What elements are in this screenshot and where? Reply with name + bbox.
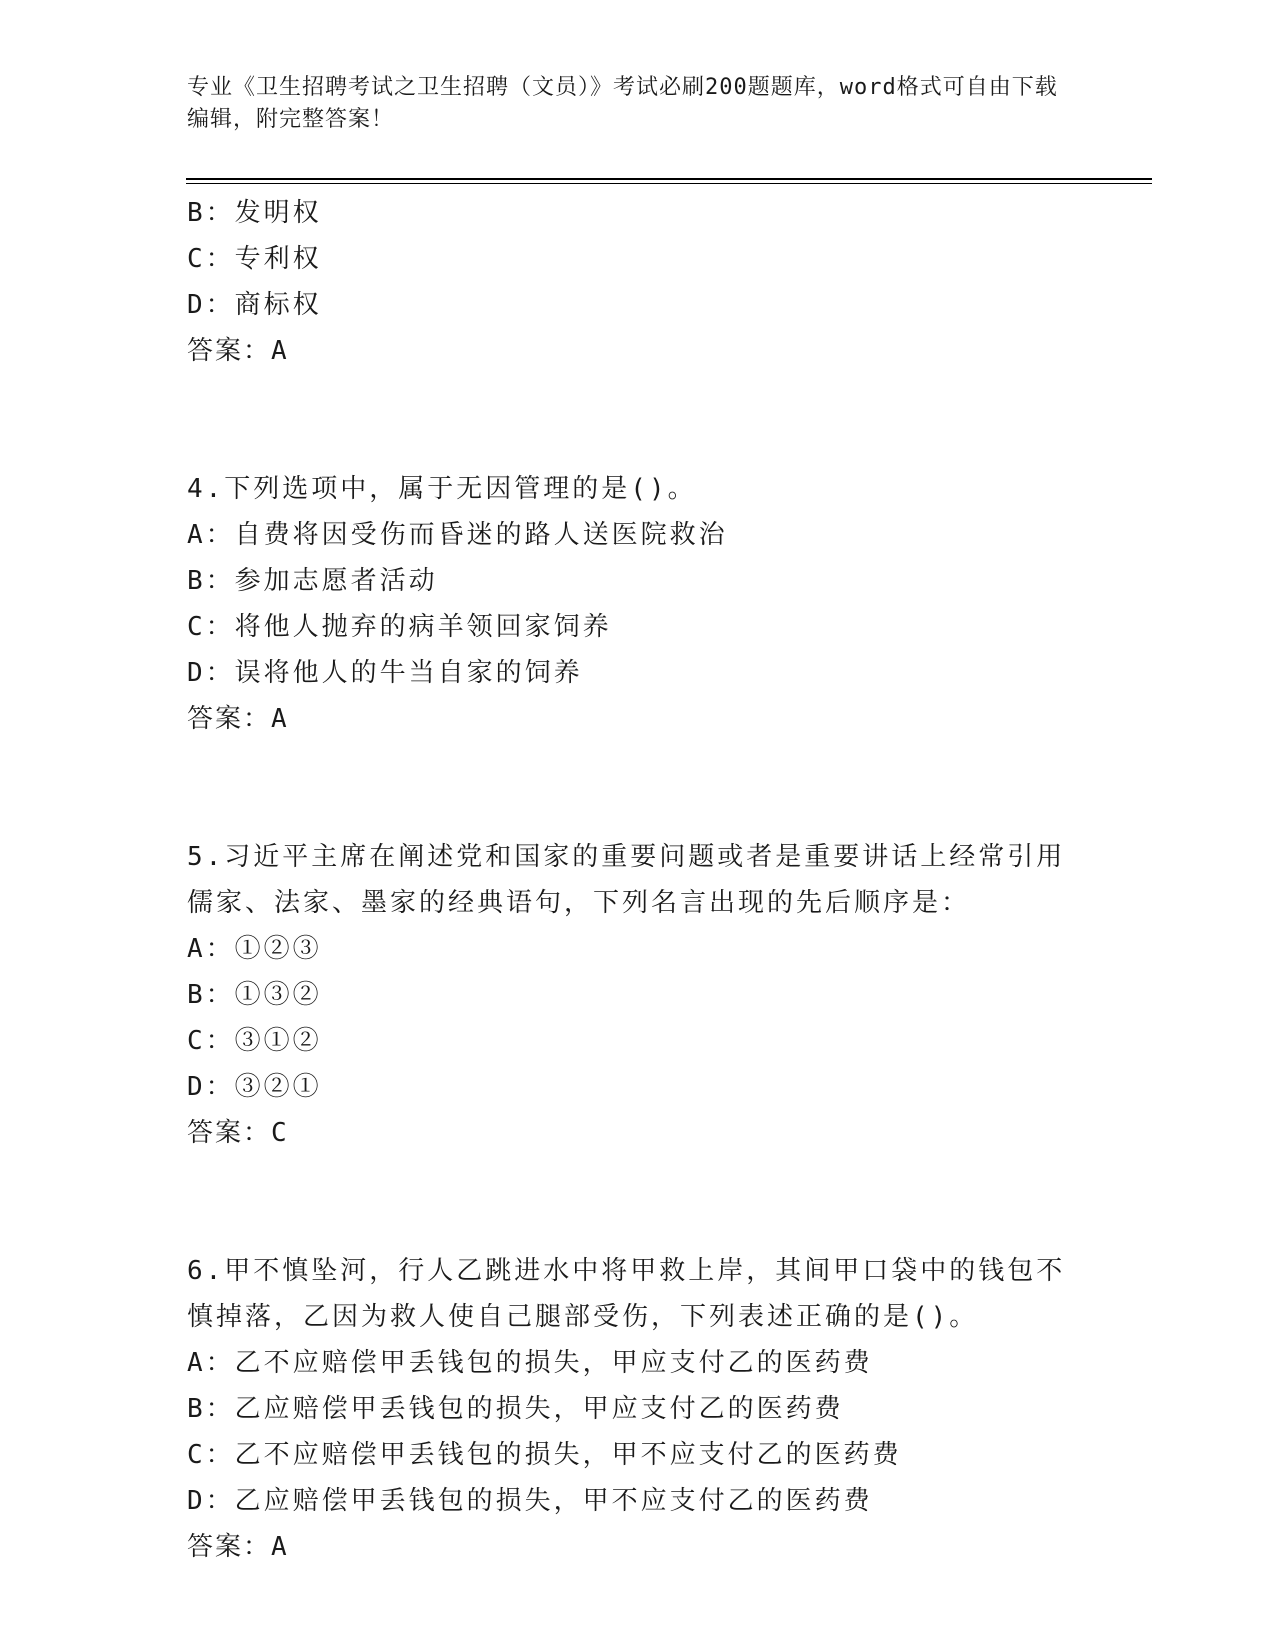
question-6 xyxy=(187,1248,1067,1570)
question-5 xyxy=(187,834,1067,1156)
header-divider-thin xyxy=(186,183,1152,184)
option-b: B：①③② xyxy=(187,980,322,1010)
question-list xyxy=(187,190,1067,1570)
answer-value: C xyxy=(271,1118,289,1148)
option-b: B：乙应赔偿甲丢钱包的损失，甲应支付乙的医药费 xyxy=(187,1394,844,1424)
option-d: D：误将他人的牛当自家的饲养 xyxy=(187,658,583,688)
option-a: A：自费将因受伤而昏迷的路人送医院救治 xyxy=(187,520,728,550)
answer-value: A xyxy=(271,704,289,734)
option-d: D：③②① xyxy=(187,1072,322,1102)
option-d: D：商标权 xyxy=(187,290,322,320)
option-c: C：乙不应赔偿甲丢钱包的损失，甲不应支付乙的医药费 xyxy=(187,1440,902,1470)
answer-label: 答案： xyxy=(187,704,272,734)
option-b: B：参加志愿者活动 xyxy=(187,566,438,596)
answer-line xyxy=(187,1110,1067,1156)
question-stem: 慎掉落，乙因为救人使自己腿部受伤，下列表述正确的是()。 xyxy=(187,1302,979,1332)
question-stem: 6.甲不慎坠河，行人乙跳进水中将甲救上岸，其间甲口袋中的钱包不 xyxy=(187,1256,1066,1286)
option-a: A：乙不应赔偿甲丢钱包的损失，甲应支付乙的医药费 xyxy=(187,1348,873,1378)
answer-line xyxy=(187,328,1067,374)
question-3 xyxy=(187,190,1067,374)
answer-value: A xyxy=(271,1532,289,1562)
document-header: 专业《卫生招聘考试之卫生招聘（文员）》考试必刷200题题库，word格式可自由下载编辑，附完整答案！ xyxy=(187,75,1058,132)
answer-label: 答案： xyxy=(187,1532,272,1562)
answer-value: A xyxy=(271,336,289,366)
question-4 xyxy=(187,466,1067,742)
question-stem: 5.习近平主席在阐述党和国家的重要问题或者是重要讲话上经常引用 xyxy=(187,842,1066,872)
option-c: C：将他人抛弃的病羊领回家饲养 xyxy=(187,612,612,642)
option-b: B：发明权 xyxy=(187,198,322,228)
answer-line xyxy=(187,1524,1067,1570)
header-divider-thick xyxy=(186,178,1152,180)
option-a: A：①②③ xyxy=(187,934,322,964)
question-stem: 4.下列选项中，属于无因管理的是()。 xyxy=(187,474,697,504)
answer-line xyxy=(187,696,1067,742)
answer-label: 答案： xyxy=(187,1118,272,1148)
answer-label: 答案： xyxy=(187,336,272,366)
option-c: C：专利权 xyxy=(187,244,322,274)
option-c: C：③①② xyxy=(187,1026,322,1056)
question-stem: 儒家、法家、墨家的经典语句，下列名言出现的先后顺序是： xyxy=(187,888,971,918)
option-d: D：乙应赔偿甲丢钱包的损失，甲不应支付乙的医药费 xyxy=(187,1486,873,1516)
